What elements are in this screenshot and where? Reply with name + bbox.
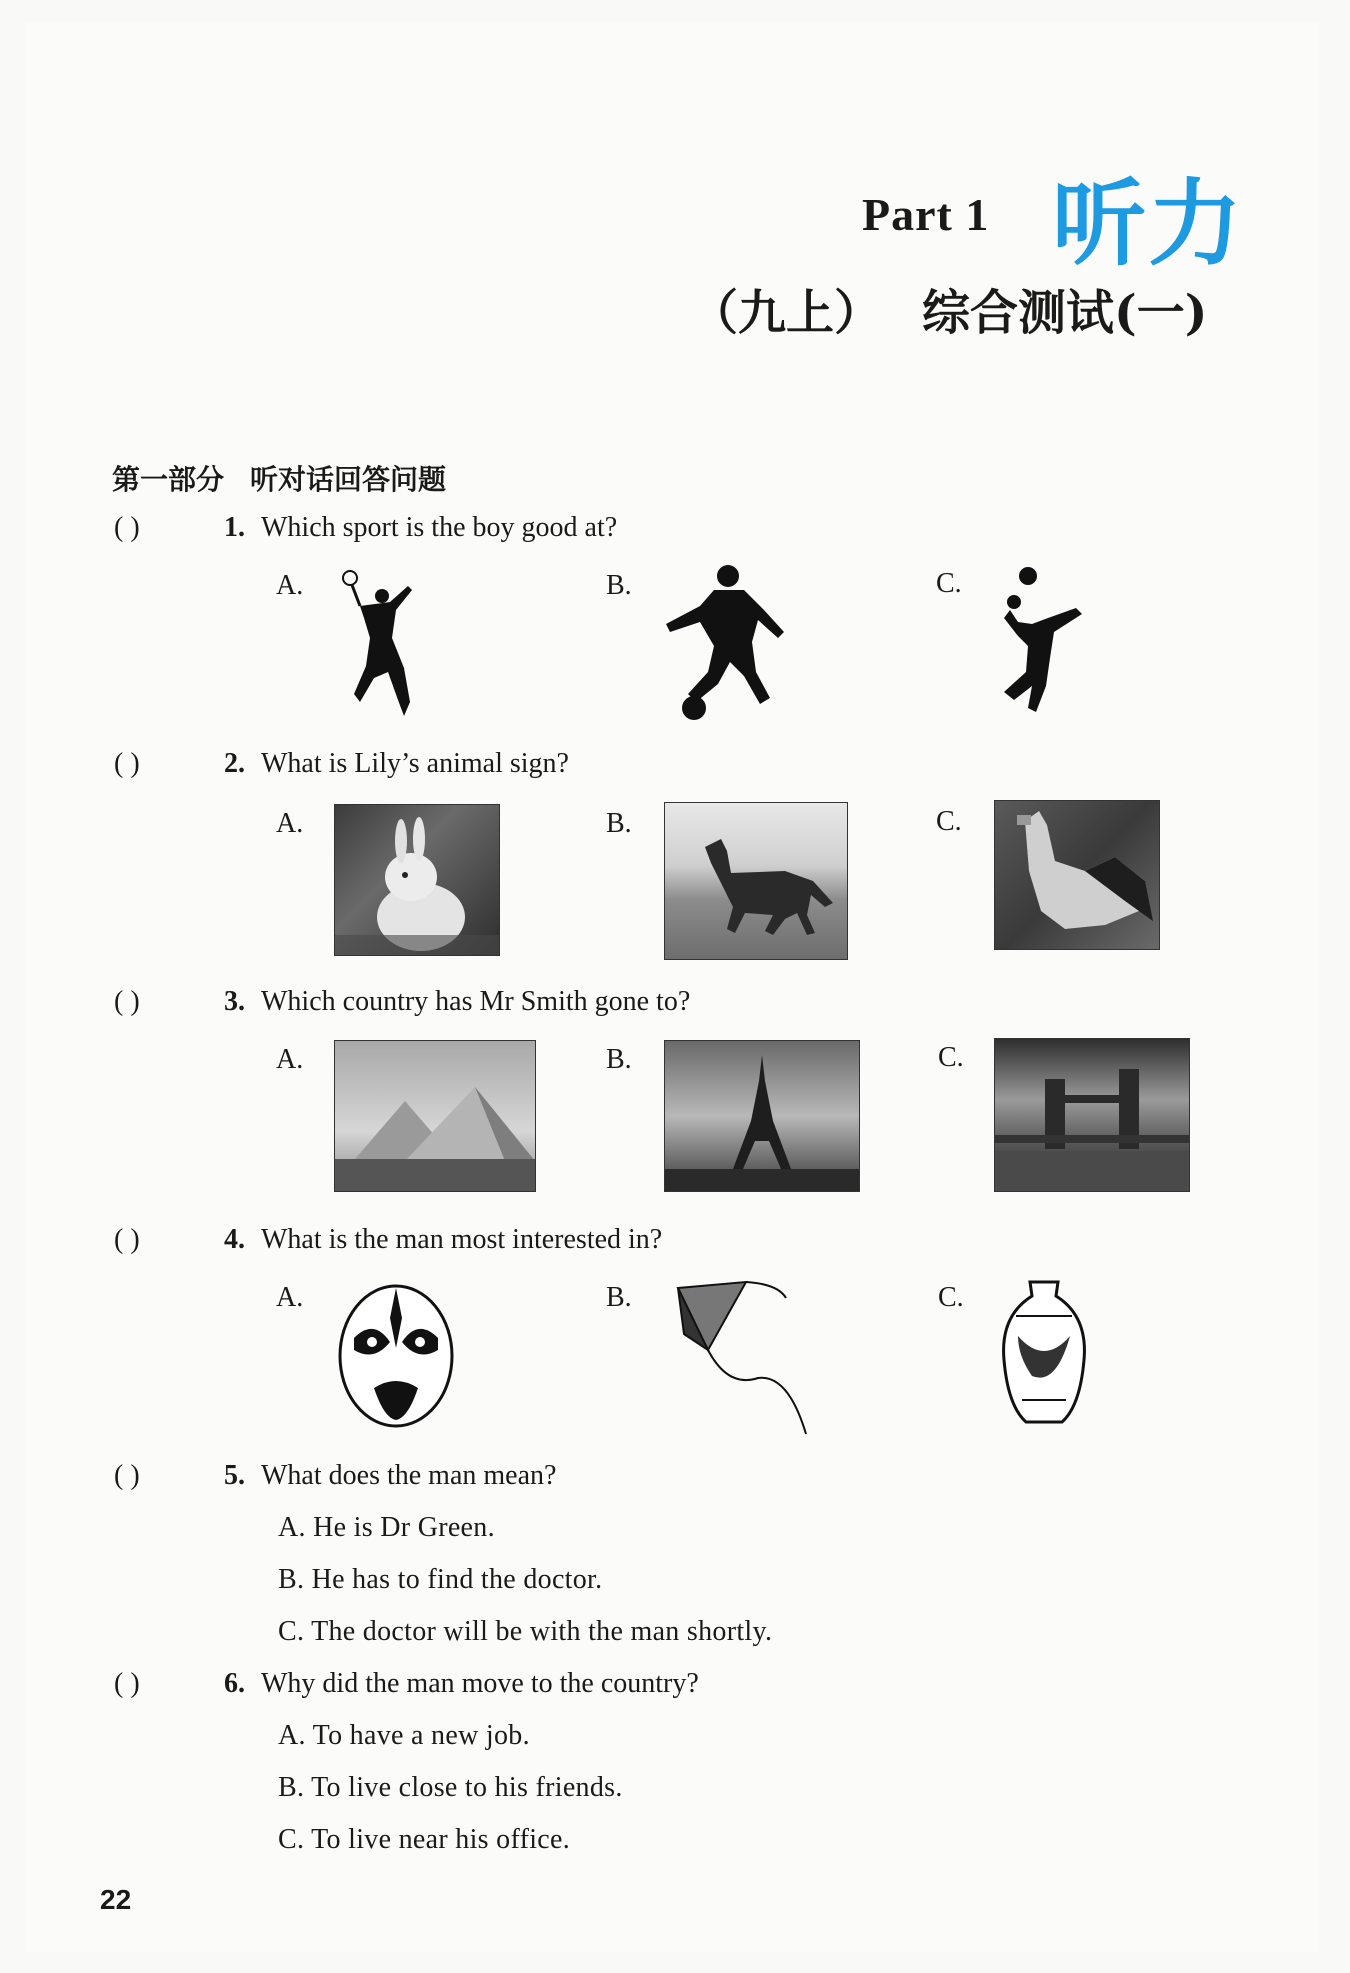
badminton-player-silhouette[interactable] xyxy=(330,568,430,720)
question-text: What is Lily’s animal sign? xyxy=(261,748,569,779)
option-letter: C. xyxy=(936,806,962,837)
porcelain-vase-drawing[interactable] xyxy=(996,1276,1092,1428)
question-text: Why did the man move to the country? xyxy=(261,1668,699,1699)
question-1 xyxy=(114,512,617,544)
answer-blank[interactable]: ( ) xyxy=(114,1224,140,1255)
answer-blank[interactable]: ( ) xyxy=(114,512,140,543)
question-number: 6. xyxy=(224,1668,245,1699)
question-text: What is the man most interested in? xyxy=(261,1224,663,1255)
question-number: 5. xyxy=(224,1460,245,1491)
question-number: 4. xyxy=(224,1224,245,1255)
option-letter: C. xyxy=(936,568,962,599)
part-title-listening: 听力 xyxy=(1052,170,1245,279)
option-letter: B. xyxy=(606,1044,632,1075)
question-3 xyxy=(114,986,690,1018)
question-number: 1. xyxy=(224,512,245,543)
rooster-photo[interactable] xyxy=(994,800,1160,950)
question-number: 2. xyxy=(224,748,245,779)
test-subtitle xyxy=(690,274,1207,343)
option-b[interactable]: B. He has to find the doctor. xyxy=(278,1564,603,1595)
page-number: 22 xyxy=(100,1884,132,1915)
section-title xyxy=(112,458,446,498)
question-2 xyxy=(114,748,569,780)
answer-blank[interactable]: ( ) xyxy=(114,1668,140,1699)
option-letter: C. xyxy=(938,1042,964,1073)
grade-label: （九上） xyxy=(690,285,883,341)
option-letter: A. xyxy=(276,570,304,601)
option-letter: A. xyxy=(276,1044,304,1075)
section-text: 听对话回答问题 xyxy=(250,463,447,496)
question-text: What does the man mean? xyxy=(261,1460,557,1491)
option-c[interactable]: C. The doctor will be with the man shortly. xyxy=(278,1616,773,1647)
part-label: Part 1 xyxy=(862,189,990,240)
option-c[interactable]: C. To live near his office. xyxy=(278,1824,571,1855)
opera-mask-drawing[interactable] xyxy=(334,1278,458,1430)
rabbit-photo[interactable] xyxy=(334,804,500,956)
test-label: 综合测试(一) xyxy=(922,285,1208,341)
option-b[interactable]: B. To live close to his friends. xyxy=(278,1772,623,1803)
horse-photo[interactable] xyxy=(664,802,848,960)
football-player-silhouette[interactable] xyxy=(660,562,792,722)
option-a[interactable]: A. To have a new job. xyxy=(278,1720,530,1751)
option-letter: A. xyxy=(276,808,304,839)
option-a[interactable]: A. He is Dr Green. xyxy=(278,1512,495,1543)
option-letter: A. xyxy=(276,1282,304,1313)
option-letter: C. xyxy=(938,1282,964,1313)
question-number: 3. xyxy=(224,986,245,1017)
answer-blank[interactable]: ( ) xyxy=(114,986,140,1017)
tower-bridge-photo[interactable] xyxy=(994,1038,1190,1192)
kite-drawing[interactable] xyxy=(668,1278,810,1438)
answer-blank[interactable]: ( ) xyxy=(114,1460,140,1491)
eiffel-tower-photo[interactable] xyxy=(664,1040,860,1192)
question-6 xyxy=(114,1668,699,1700)
option-letter: B. xyxy=(606,1282,632,1313)
question-text: Which country has Mr Smith gone to? xyxy=(261,986,691,1017)
question-text: Which sport is the boy good at? xyxy=(261,512,618,543)
question-4 xyxy=(114,1224,662,1256)
volleyball-player-silhouette[interactable] xyxy=(990,562,1096,722)
answer-blank[interactable]: ( ) xyxy=(114,748,140,779)
option-letter: B. xyxy=(606,570,632,601)
pyramids-photo[interactable] xyxy=(334,1040,536,1192)
option-letter: B. xyxy=(606,808,632,839)
section-part: 第一部分 xyxy=(112,463,225,496)
question-5 xyxy=(114,1460,556,1492)
